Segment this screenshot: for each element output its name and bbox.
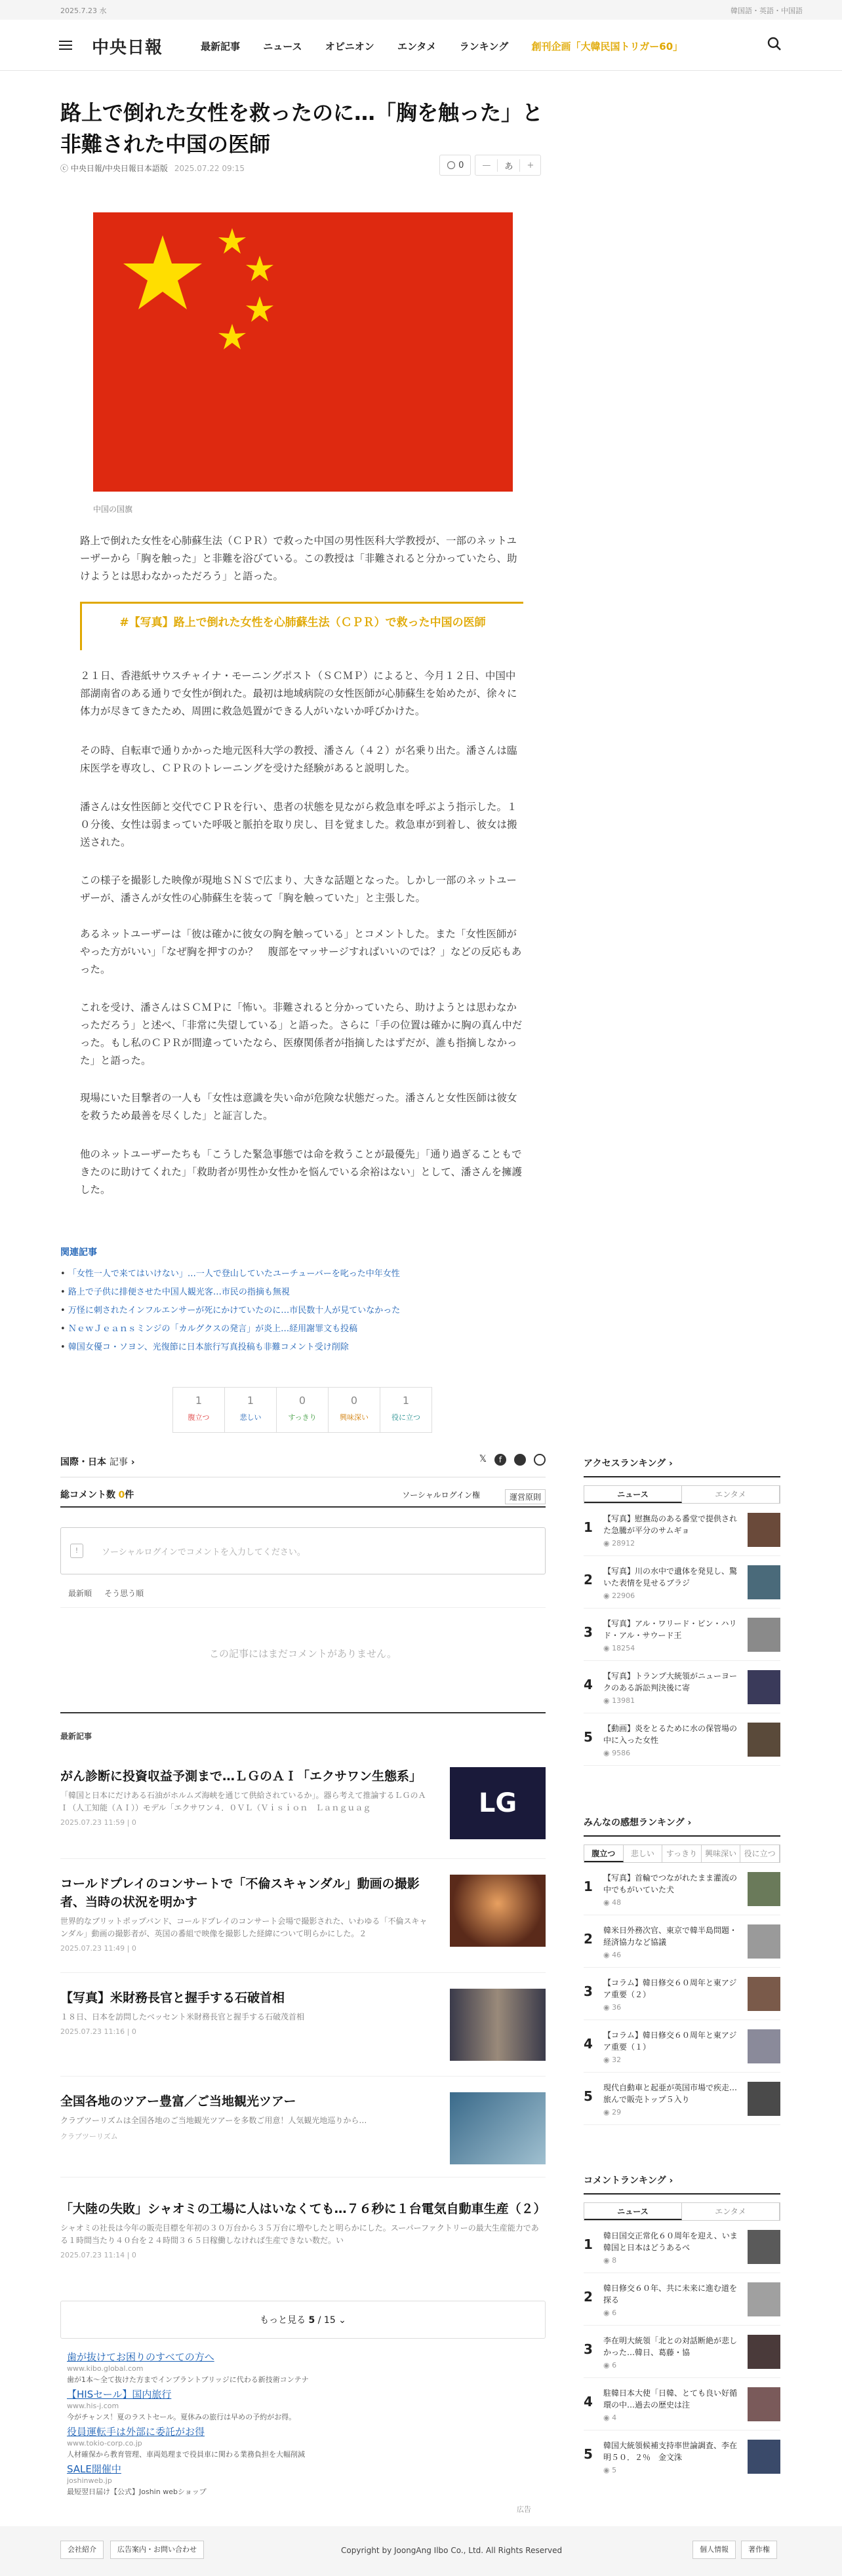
- article-paragraph: これを受け、潘さんはＳＣＭＰに「怖い。非難されると分かっていたら、助けようとは思わなかっただろう」と述べ、「非常に失望している」と語った。さらに「手の位置は確かに胸の真ん中だった。もし私のＣＰＲが間違っていたなら、医療関係者が指摘したはずだが、誰も指摘しなかった」と語った。: [80, 1002, 523, 1066]
- nav-entertainment[interactable]: エンタメ: [397, 41, 437, 52]
- rank-title: 【写真】慰撫岛のある番堂で提供された急騰が平分のサムギョ: [603, 1514, 738, 1535]
- more-page: 5: [308, 2315, 315, 2326]
- rank-title: 現代自動車と起亜が英国市場で疾走…旅んで販売トップ５入り: [603, 2083, 738, 2104]
- comment-input-icon: !: [70, 1544, 83, 1558]
- comment-ranking-tabs: [584, 2202, 780, 2221]
- rank-votes-count: 48: [612, 1898, 622, 1907]
- site-logo[interactable]: 中央日報: [92, 38, 163, 58]
- tab-angry[interactable]: 腹立つ: [584, 1845, 624, 1862]
- rank-number: 2: [584, 2289, 593, 2305]
- sponsored-article-source: クラブツーリズム: [60, 2132, 118, 2141]
- article-image: [93, 212, 513, 492]
- rank-thumbnail: [748, 2387, 780, 2421]
- comment-count-button[interactable]: [439, 155, 471, 176]
- tab-entertainment[interactable]: エンタメ: [682, 1486, 780, 1503]
- latest-article-title: 【写真】米財務長官と握手する石破首相: [60, 1991, 285, 2005]
- china-flag-image: [93, 212, 513, 492]
- rank-number: 4: [584, 1677, 593, 1692]
- reaction-sad[interactable]: [224, 1387, 277, 1433]
- ranking-item[interactable]: [584, 1915, 780, 1968]
- comment-placeholder: ソーシャルログインでコメントを入力してください。: [102, 1548, 306, 1557]
- ranking-item[interactable]: [584, 2430, 780, 2483]
- reaction-interesting[interactable]: [328, 1387, 380, 1433]
- rank-number: 3: [584, 1983, 593, 1999]
- ranking-item[interactable]: [584, 2020, 780, 2073]
- category-link[interactable]: 国際・日本 記事 ›: [60, 1457, 135, 1468]
- latest-article-thumbnail: LG: [450, 1767, 546, 1839]
- rank-views-count: 9586: [612, 1749, 631, 1757]
- copyright: Copyright by JoongAng Ilbo Co., Ltd. All Rights Reserved: [341, 2546, 563, 2555]
- article-paragraph: あるネットユーザーは「彼は確かに彼女の胸を触っている」とコメントした。また「女性医師がやった方がいい」「なぜ胸を押すのか？ 腹部をマッサージすればいいのでは？」などの反応もあった。: [80, 928, 522, 975]
- article-date: 2025.07.22 09:15: [174, 164, 245, 173]
- article-paragraph: 現場にいた目撃者の一人も「女性は意識を失い命が危険な状態だった。潘さんと女性医師は彼女を救うため最善を尽くした」と証言した。: [80, 1092, 517, 1122]
- category-bar: [60, 1446, 546, 1477]
- ad-item[interactable]: [67, 2389, 539, 2423]
- footer: [0, 2526, 842, 2576]
- nav-opinion[interactable]: オピニオン: [325, 41, 374, 52]
- reaction-label: すっきり: [288, 1413, 317, 1422]
- category-suffix: 記事: [109, 1457, 128, 1468]
- comment-ranking-title: コメントランキング: [584, 2176, 666, 2186]
- ranking-item[interactable]: [584, 1968, 780, 2020]
- rank-number: 1: [584, 1879, 593, 1894]
- rank-thumbnail: [748, 2335, 780, 2369]
- latest-article[interactable]: [60, 1989, 546, 2077]
- sponsored-article-desc: クラブツーリズムは全国各地のご当地観光ツアーを多数ご用意！人気観光地巡りから…: [60, 2116, 367, 2125]
- rank-votes: ◉ 29: [603, 2108, 622, 2117]
- rank-thumbnail: [748, 2440, 780, 2474]
- rank-views: ◉ 28912: [603, 1539, 635, 1548]
- related-heading: 関連記事: [60, 1247, 97, 1258]
- footer-company-link[interactable]: 会社紹介: [60, 2541, 104, 2559]
- photo-link-quote[interactable]: #【写真】路上で倒れた女性を心肺蘇生法（ＣＰＲ）で救った中国の医師: [80, 602, 523, 650]
- nav-special-feature[interactable]: 創刊企画「大韓民国トリガー60」: [531, 41, 683, 52]
- byline-source: ⓒ 中央日報/中央日報日本語版: [60, 164, 168, 173]
- sort-agree[interactable]: そう思う順: [104, 1589, 144, 1598]
- rank-votes: ◉ 36: [603, 2003, 622, 2012]
- rank-thumbnail: [748, 1565, 780, 1599]
- latest-article-desc: １８日、日本を訪問したベッセント米財務長官と握手する石破茂首相: [60, 2012, 305, 2021]
- reaction-helpful[interactable]: [380, 1387, 432, 1433]
- ad-url: www.tokio-corp.co.jp: [67, 2439, 142, 2448]
- latest-heading: 最新記事: [60, 1732, 92, 1741]
- rank-number: 2: [584, 1572, 593, 1588]
- latest-article-meta: 2025.07.23 11:59 | 0: [60, 1818, 136, 1827]
- latest-article[interactable]: [60, 1875, 546, 1973]
- access-ranking-heading[interactable]: アクセスランキング ›: [584, 1456, 780, 1477]
- nav-latest[interactable]: 最新記事: [201, 41, 241, 52]
- rank-title: 【写真】川の水中で遺体を発見し、驚いた表情を見せるブラジ: [603, 1567, 738, 1588]
- ranking-item[interactable]: [584, 1713, 780, 1766]
- tab-sad[interactable]: 悲しい: [624, 1845, 663, 1862]
- rank-thumbnail: [748, 1513, 780, 1547]
- comment-count: 0: [458, 160, 464, 170]
- rank-thumbnail: [748, 1670, 780, 1704]
- rank-title: 韓米日外務次官、東京で韓半島問題・経済協力など協議: [603, 1926, 738, 1947]
- ranking-item[interactable]: [584, 2326, 780, 2378]
- font-size-control: [475, 155, 541, 176]
- rank-views-count: 28912: [612, 1539, 635, 1548]
- rank-votes-count: 29: [612, 2108, 622, 2117]
- latest-article-title: がん診断に投資収益予測まで…ＬＧのＡＩ「エクサワン生態系」: [60, 1769, 422, 1784]
- font-decrease-icon[interactable]: —: [482, 160, 491, 170]
- related-link[interactable]: • ＮｅｗＪｅａｎｓミンジの「カルグクスの発言」が炎上…経用謝罪文も投稿: [60, 1320, 546, 1338]
- no-comments-message: この記事にはまだコメントがありません。: [209, 1648, 397, 1660]
- latest-article-thumbnail: [450, 1875, 546, 1947]
- category-label: 国際・日本: [60, 1457, 106, 1468]
- ad-desc: 今がチャンス！夏のラストセール。夏休みの旅行は早めの予約がお得。: [67, 2413, 296, 2421]
- tab-news[interactable]: ニュース: [584, 2203, 682, 2220]
- related-link[interactable]: • 「女性一人で来てはいけない」…一人で登山していたユーチューバーを叱った中年女性: [60, 1265, 546, 1283]
- policy-link[interactable]: 運営原則: [505, 1489, 546, 1504]
- feeling-ranking-tabs: [584, 1844, 780, 1863]
- rank-comments-count: 6: [612, 2309, 617, 2317]
- comments-label: 総コメント数: [60, 1490, 115, 1500]
- rank-number: 4: [584, 2394, 593, 2410]
- ranking-item[interactable]: [584, 1863, 780, 1915]
- latest-article-desc: 「韓国と日本にだけある石油がホルムズ海峡を通じて供給されているか」。器ら考えて推論するＬＧのＡＩ（人工知能（ＡＩ））モデル「エクサワン４．０ＶＬ（Ｖｉｓｉｏｎ Ｌａｎｇｕａｇ: [60, 1791, 426, 1812]
- article-paragraph: 路上で倒れた女性を心肺蘇生法（ＣＰＲ）で救った中国の男性医科大学教授が、一部のネットユーザーから「胸を触った」と非難を浴びている。この教授は「非難されると分かっていたら、助けようとは思わなかっただろう」と語った。: [80, 535, 517, 582]
- access-ranking: [584, 1456, 780, 1766]
- comment-ranking: [584, 2174, 780, 2483]
- comment-input[interactable]: [60, 1527, 546, 1574]
- latest-article-title: 「大陸の失敗」シャオミの工場に人はいなくても…７６秒に１台電気自動車生産（２）: [60, 2202, 546, 2216]
- latest-article-desc: シャオミの社長は今年の販売目標を年初の３０万台から３５万台に増やしたと明らかにした。スーパーファクトリーの最大生産能力である１時間当たり４０台を２４時間３６５日稼働しなければ生産できない数だ。い: [60, 2223, 539, 2245]
- rank-title: 【写真】首輪でつながれたまま灌流の中でもがいていた犬: [603, 1873, 738, 1894]
- rank-title: 駐韓日本大使「日韓、とても良い好循環の中…過去の歴史は注: [603, 2389, 738, 2410]
- ad-desc: 最短翌日届け【公式】Joshin webショップ: [67, 2488, 207, 2496]
- related-articles: [60, 1245, 546, 1357]
- latest-article-thumbnail: [450, 1989, 546, 2061]
- related-link[interactable]: • 万怪に刺されたインフルエンサーが死にかけていたのに…市民数十人が見ていなかった: [60, 1302, 546, 1320]
- ad-item[interactable]: [67, 2427, 539, 2460]
- tab-helpful[interactable]: 役に立つ: [740, 1845, 780, 1862]
- top-strip: [0, 0, 842, 20]
- rank-views: ◉ 13981: [603, 1696, 635, 1705]
- reaction-label: 役に立つ: [391, 1413, 420, 1422]
- rank-thumbnail: [748, 1872, 780, 1906]
- more-button[interactable]: もっと見る 5 / 15 ⌄: [60, 2301, 546, 2339]
- rank-views: ◉ 18254: [603, 1644, 635, 1652]
- comments-unit: 件: [125, 1490, 134, 1500]
- tab-relieved[interactable]: すっきり: [662, 1845, 702, 1862]
- article-paragraph: ２１日、香港紙サウスチャイナ・モーニングポスト（ＳＣＭＰ）によると、今月１２日、中国中部湖南省のある通りで女性が倒れた。最初は地域病院の女性医師が心肺蘇生を始めたが、徐々に体力が尽きてきたため、周囲に救急処置ができる人がいないか呼びかけた。: [80, 670, 517, 717]
- ad-desc: 人材確保から教育管理、車両処理まで役員車に関わる業務負担を大幅削減: [67, 2450, 305, 2459]
- reaction-label: 悲しい: [239, 1413, 262, 1422]
- rank-title: 【動画】炎をとるために水の保管場の中に入った女性: [603, 1724, 738, 1745]
- link-share-icon[interactable]: [534, 1454, 546, 1466]
- rank-views-count: 13981: [612, 1696, 635, 1705]
- more-label: もっと見る: [260, 2315, 306, 2326]
- nav-ranking[interactable]: ランキング: [459, 41, 509, 52]
- rank-votes: ◉ 46: [603, 1951, 622, 1959]
- rank-views-count: 22906: [612, 1591, 635, 1600]
- comments-count: 0: [118, 1490, 125, 1500]
- ad-title: SALE開催中: [67, 2463, 121, 2475]
- rank-thumbnail: [748, 2282, 780, 2316]
- rank-thumbnail: [748, 2029, 780, 2063]
- rank-comments-count: 6: [612, 2361, 617, 2370]
- rank-title: 【コラム】韓日修交６０周年と東アジア重要（１）: [603, 2031, 737, 2052]
- ranking-item[interactable]: [584, 2221, 780, 2273]
- rank-number: 1: [584, 1519, 593, 1535]
- sponsored-article-title: 全国各地のツアー豊富／ご当地観光ツアー: [60, 2094, 296, 2109]
- article-title: 路上で倒れた女性を救ったのに…「胸を触った」と非難された中国の医師: [60, 100, 544, 157]
- rank-number: 2: [584, 1931, 593, 1947]
- latest-article-desc: 世界的なブリットポップバンド、コールドプレイのコンサート会場で撮影された、いわゆる「不倫スキャンダル」動画の撮影者が、英国の番組で映像を撮影した経緯について明らかにした。２: [60, 1917, 428, 1938]
- rank-comments: ◉ 5: [603, 2466, 617, 2474]
- reaction-count: 0: [298, 1394, 306, 1407]
- latest-article-meta: 2025.07.23 11:14 | 0: [60, 2251, 136, 2259]
- menu-icon[interactable]: [59, 41, 72, 50]
- feeling-ranking: [584, 1816, 780, 2125]
- ranking-item[interactable]: [584, 2073, 780, 2125]
- ad-title: 役員運転手は外部に委託がお得: [67, 2426, 205, 2438]
- rank-thumbnail: [748, 1924, 780, 1959]
- comment-ranking-heading[interactable]: コメントランキング ›: [584, 2174, 780, 2195]
- rank-thumbnail: [748, 1977, 780, 2011]
- feeling-ranking-heading[interactable]: みんなの感想ランキング ›: [584, 1816, 780, 1837]
- rank-number: 3: [584, 2341, 593, 2357]
- latest-article-meta: 2025.07.23 11:49 | 0: [60, 1944, 136, 1953]
- ad-title: 【HISセール】国内旅行: [67, 2389, 172, 2400]
- rank-title: 韓日修交６０年、共に未来に進む道を探る: [603, 2284, 738, 2305]
- latest-article[interactable]: [60, 1767, 546, 1859]
- ad-item[interactable]: [67, 2352, 539, 2385]
- rank-thumbnail: [748, 2230, 780, 2264]
- reaction-buttons: [173, 1387, 432, 1433]
- reaction-angry[interactable]: [172, 1387, 225, 1433]
- rank-comments-count: 4: [612, 2413, 617, 2422]
- rank-votes: ◉ 32: [603, 2056, 622, 2064]
- ranking-item[interactable]: [584, 1661, 780, 1713]
- facebook-share-icon[interactable]: f: [494, 1454, 506, 1466]
- ranking-item[interactable]: [584, 1504, 780, 1556]
- rank-votes: ◉ 48: [603, 1898, 622, 1907]
- access-ranking-title: アクセスランキング: [584, 1458, 666, 1469]
- rank-comments: ◉ 4: [603, 2413, 617, 2422]
- footer-copyright-link[interactable]: 著作権: [741, 2541, 777, 2559]
- rank-thumbnail: [748, 1618, 780, 1652]
- comment-icon: [447, 161, 456, 170]
- main-nav: [201, 39, 702, 53]
- ad-title: 歯が抜けてお困りのすべての方へ: [67, 2351, 214, 2363]
- font-size-label: あ: [497, 159, 520, 172]
- rank-title: 【写真】アル・ワリード・ビン・ハリド・アル・サウード王: [603, 1619, 737, 1640]
- text-ads: [67, 2352, 539, 2497]
- current-date: 2025.7.23 水: [60, 7, 107, 15]
- rank-votes-count: 32: [612, 2056, 622, 2064]
- sponsored-article[interactable]: [60, 2092, 546, 2177]
- ranking-item[interactable]: [584, 2378, 780, 2430]
- rank-number: 3: [584, 1624, 593, 1640]
- reaction-count: 1: [195, 1394, 203, 1407]
- comments-header: [60, 1488, 546, 1508]
- ad-item[interactable]: [67, 2464, 539, 2497]
- reaction-relieved[interactable]: [276, 1387, 329, 1433]
- article-tools: [439, 155, 541, 176]
- rank-comments: ◉ 6: [603, 2309, 617, 2317]
- rank-title: 韓国大統領候補支持率世論調査、李在明５０．２％ 金文洙: [603, 2441, 738, 2462]
- sponsored-article-thumbnail: [450, 2092, 546, 2164]
- latest-article-meta: 2025.07.23 11:16 | 0: [60, 2027, 136, 2036]
- nav-news[interactable]: ニュース: [263, 41, 302, 52]
- rank-votes-count: 36: [612, 2003, 622, 2012]
- rank-comments-count: 8: [612, 2256, 617, 2265]
- reaction-label: 興味深い: [340, 1413, 369, 1422]
- reaction-count: 0: [350, 1394, 358, 1407]
- reaction-count: 1: [247, 1394, 254, 1407]
- ad-url: www.kibo.global.com: [67, 2364, 144, 2373]
- ad-url: joshinweb.jp: [67, 2476, 112, 2485]
- rank-number: 1: [584, 2236, 593, 2252]
- image-caption: 中国の国旗: [93, 505, 133, 514]
- ranking-item[interactable]: [584, 2273, 780, 2326]
- sort-latest[interactable]: 最新順: [68, 1589, 92, 1598]
- rank-title: 李在明大統領「北との対話断絶が悲しかった…韓日、葛藤・協: [603, 2336, 738, 2357]
- rank-number: 5: [584, 2088, 593, 2104]
- ranking-item[interactable]: [584, 1556, 780, 1609]
- footer-privacy-link[interactable]: 個人情報: [692, 2541, 736, 2559]
- rank-views: ◉ 22906: [603, 1591, 635, 1600]
- rank-comments: ◉ 8: [603, 2256, 617, 2265]
- rank-thumbnail: [748, 2082, 780, 2116]
- global-nav: [0, 20, 842, 71]
- reaction-count: 1: [402, 1394, 410, 1407]
- rank-votes-count: 46: [612, 1951, 622, 1959]
- rank-views-count: 18254: [612, 1644, 635, 1652]
- tab-news[interactable]: ニュース: [584, 1486, 682, 1503]
- rank-comments: ◉ 6: [603, 2361, 617, 2370]
- ad-url: www.his-j.com: [67, 2402, 119, 2410]
- tab-interesting[interactable]: 興味深い: [702, 1845, 741, 1862]
- rank-number: 4: [584, 2036, 593, 2052]
- language-links[interactable]: 韓国語・英語・中国語: [731, 7, 803, 15]
- feeling-ranking-title: みんなの感想ランキング: [584, 1818, 685, 1828]
- more-total: 15: [323, 2315, 336, 2326]
- related-link[interactable]: • 路上で子供に排便させた中国人観光客…市民の指摘も無視: [60, 1283, 546, 1302]
- article-paragraph: この様子を撮影した映像が現地ＳＮＳで広まり、大きな話題となった。しかし一部のネットユーザーが、潘さんが女性の心肺蘇生を装って「胸を触っていた」と主張した。: [80, 874, 517, 904]
- article-paragraph: その時、自転車で通りかかった地元医科大学の教授、潘さん（４２）が名乗り出た。潘さんは臨床医学を専攻し、ＣＰＲのトレーニングを受けた経験があると説明した。: [80, 745, 517, 774]
- reaction-label: 腹立つ: [188, 1413, 210, 1422]
- rank-views: ◉ 9586: [603, 1749, 631, 1757]
- x-share-icon[interactable]: 𝕏: [479, 1454, 487, 1464]
- rank-title: 韓日国交正常化６０周年を迎え、いま韓国と日本はどうあるべ: [603, 2231, 738, 2252]
- ranking-item[interactable]: [584, 1609, 780, 1661]
- social-login-link[interactable]: ソーシャルログイン権: [402, 1491, 480, 1500]
- search-icon[interactable]: [767, 37, 782, 51]
- ad-label: 広告: [517, 2505, 531, 2514]
- comment-sort: [68, 1588, 144, 1599]
- rank-number: 5: [584, 1729, 593, 1745]
- font-increase-icon[interactable]: +: [527, 160, 534, 170]
- rank-title: 【写真】トランプ大統領がニューヨークのある訴訟判決後に寄: [603, 1671, 738, 1692]
- latest-article-title: コールドプレイのコンサートで「不倫スキャンダル」動画の撮影者、当時の状況を明かす: [60, 1877, 420, 1909]
- latest-article[interactable]: [60, 2200, 546, 2288]
- byline: [60, 163, 245, 174]
- rank-title: 【コラム】韓日修交６０周年と東アジア重要（２）: [603, 1978, 737, 1999]
- rank-thumbnail: [748, 1723, 780, 1757]
- related-link[interactable]: • 韓国女優コ・ソヨン、光復節に日本旅行写真投稿も非難コメント受け削除: [60, 1338, 546, 1357]
- line-share-icon[interactable]: [514, 1454, 526, 1466]
- ad-desc: 歯が1本〜全て抜けた方までインプラントブリッジに代わる新技術コンテナ: [67, 2375, 309, 2384]
- rank-number: 5: [584, 2446, 593, 2462]
- tab-entertainment[interactable]: エンタメ: [682, 2203, 780, 2220]
- rank-comments-count: 5: [612, 2466, 617, 2474]
- article-paragraph: 他のネットユーザーたちも「こうした緊急事態では命を救うことが最優先」「通り過ぎることもできたのに助けてくれた」「救助者が男性か女性かを悩んでいる余裕はない」として、潘さんを擁護した。: [80, 1148, 522, 1196]
- access-ranking-tabs: [584, 1485, 780, 1504]
- article-paragraph: 潘さんは女性医師と交代でＣＰＲを行い、患者の状態を見ながら救急車を呼ぶよう指示した。１０分後、女性は弱まっていた呼吸と脈拍を取り戻し、目を覚ました。救急車が到着し、彼女は搬送された。: [80, 801, 517, 848]
- footer-ads-link[interactable]: 広告案内・お問い合わせ: [110, 2541, 204, 2559]
